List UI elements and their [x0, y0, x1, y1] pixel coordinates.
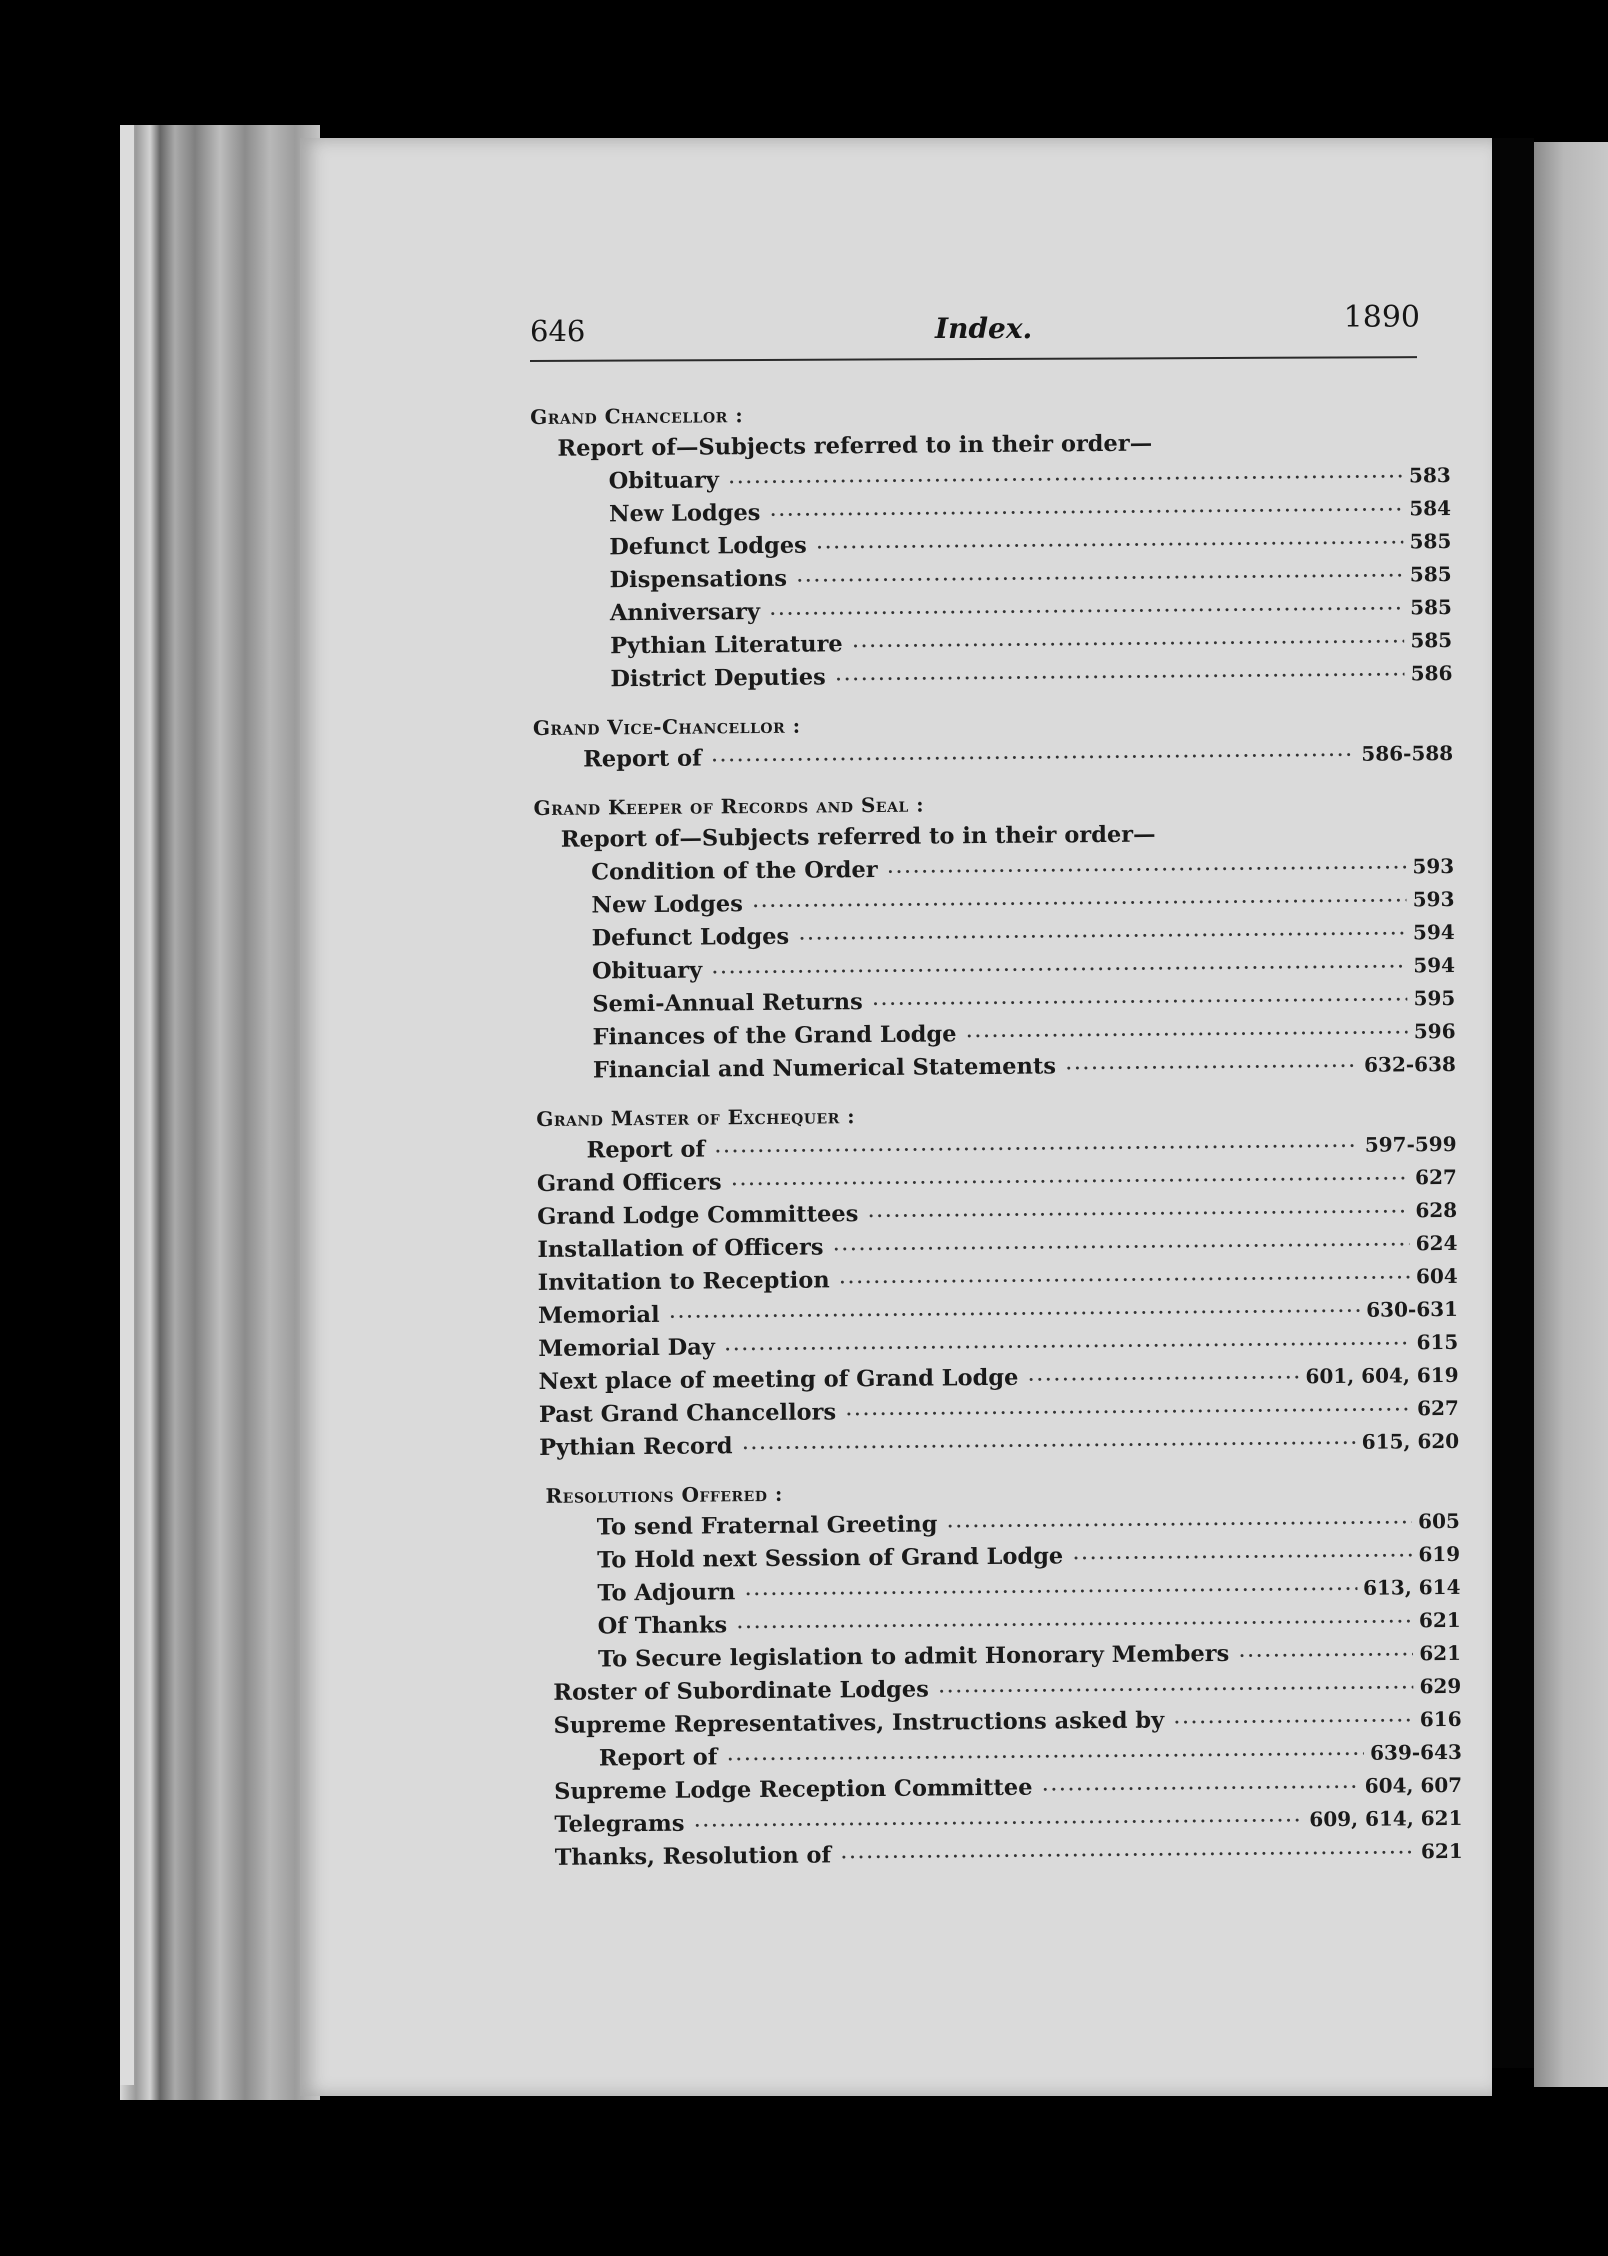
index-entry: Report of ..... 586-588 — [533, 732, 1453, 773]
index-entry: Thanks, Resolution of ..... 621 — [543, 1830, 1463, 1871]
index-entry: Memorial ..... 630-631 — [538, 1288, 1458, 1329]
index-entry: District Deputies ..... 586 — [532, 652, 1452, 693]
index-entry: Anniversary ..... 585 — [532, 586, 1452, 627]
page-year: 1890 — [1343, 300, 1420, 335]
index-entry: Condition of the Order ..... 593 — [534, 845, 1454, 886]
index-entry: Telegrams ..... 609, 614, 621 — [542, 1797, 1462, 1838]
index-entry: Supreme Representatives, Instructions asked by ..... 616 — [541, 1698, 1461, 1739]
index-entry: Defunct Lodges ..... 594 — [535, 911, 1455, 952]
index-entry: Roster of Subordinate Lodges ..... 629 — [541, 1665, 1461, 1706]
index-entry: Invitation to Reception ..... 604 — [538, 1255, 1458, 1296]
index-entry: To Adjourn ..... 613, 614 — [540, 1566, 1460, 1607]
book-cover-edge — [120, 125, 134, 2085]
facing-page-edge — [1534, 142, 1608, 2087]
index-subheading: Report of—Subjects referred to in their order— — [560, 821, 1156, 853]
page-header — [530, 300, 1420, 360]
index-list — [530, 388, 1463, 1871]
index-entry: Past Grand Chancellors ..... 627 — [539, 1387, 1459, 1428]
index-entry: Pythian Record ..... 615, 620 — [539, 1420, 1459, 1461]
index-entry: Obituary ..... 594 — [535, 944, 1455, 985]
running-title: Index. — [935, 312, 1033, 345]
index-entry: Finances of the Grand Lodge ..... 596 — [535, 1010, 1455, 1051]
index-entry: Report of ..... 597-599 — [536, 1123, 1456, 1164]
index-entry: Supreme Lodge Reception Committee ..... 604, 607 — [542, 1764, 1462, 1805]
index-heading: Resolutions Offered : — [545, 1481, 783, 1508]
index-entry: Obituary ..... 583 — [531, 454, 1451, 495]
index-entry: To Hold next Session of Grand Lodge ..... 619 — [540, 1533, 1460, 1574]
index-entry: Grand Lodge Committees ..... 628 — [537, 1189, 1457, 1230]
index-entry: Financial and Numerical Statements ..... 632-638 — [536, 1043, 1456, 1084]
book-page-edges — [120, 125, 320, 2100]
index-entry: Semi-Annual Returns ..... 595 — [535, 977, 1455, 1018]
index-entry: Dispensations ..... 585 — [531, 553, 1451, 594]
index-entry: To Secure legislation to admit Honorary Members ..... 621 — [541, 1632, 1461, 1673]
index-entry: Of Thanks ..... 621 — [541, 1599, 1461, 1640]
index-heading: Grand Vice-Chancellor : — [532, 713, 801, 740]
index-heading: Grand Chancellor : — [530, 403, 744, 429]
index-heading: Grand Master of Exchequer : — [536, 1104, 856, 1131]
index-subheading: Report of—Subjects referred to in their order— — [557, 430, 1153, 462]
index-entry: New Lodges ..... 593 — [534, 878, 1454, 919]
index-entry: Installation of Officers ..... 624 — [537, 1222, 1457, 1263]
index-entry: Grand Officers ..... 627 — [537, 1156, 1457, 1197]
index-entry: Pythian Literature ..... 585 — [532, 619, 1452, 660]
index-entry: Memorial Day ..... 615 — [538, 1321, 1458, 1362]
index-entry: New Lodges ..... 584 — [531, 487, 1451, 528]
index-entry: Report of ..... 639-643 — [542, 1731, 1462, 1772]
index-heading: Grand Keeper of Records and Seal : — [533, 792, 925, 820]
index-entry: To send Fraternal Greeting ..... 605 — [540, 1500, 1460, 1541]
index-entry: Next place of meeting of Grand Lodge ..... 601, 604, 619 — [538, 1354, 1458, 1395]
index-entry: Defunct Lodges ..... 585 — [531, 520, 1451, 561]
book-gutter — [1492, 138, 1534, 2068]
page-number: 646 — [530, 314, 586, 348]
